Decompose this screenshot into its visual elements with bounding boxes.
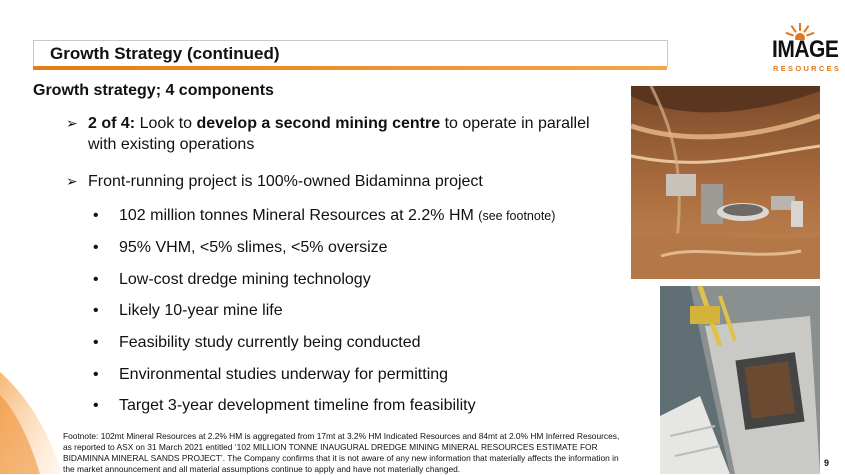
bullet-dot-icon: • (93, 207, 99, 224)
bullet-l1-bold: develop a second mining centre (196, 115, 441, 132)
title-underline (33, 66, 667, 70)
title-bar (33, 40, 668, 67)
bullet-l1-text: Front-running project is 100%-owned Bidaminna project (88, 173, 483, 190)
bullet-l1-text (88, 113, 608, 155)
bullet-l2-text: Target 3-year development timeline from feasibility (119, 397, 476, 414)
bullet-l1-part: to operate in parallel with existing operations (88, 115, 590, 153)
bullet-l2-text: Feasibility study currently being conducted (119, 334, 421, 351)
bullet-dot-icon: • (93, 397, 99, 414)
bullet-l2-text: Low-cost dredge mining technology (119, 271, 371, 288)
section-heading: Growth strategy; 4 components (33, 82, 274, 99)
bullet-l2-note: (see footnote) (478, 209, 556, 223)
logo-word: IMAGE (772, 36, 839, 63)
bullet-l2-main: 102 million tonnes Mineral Resources at 2.2% HM (119, 207, 479, 224)
page-number: 9 (824, 458, 830, 468)
bullet-l2-text: 95% VHM, <5% slimes, <5% oversize (119, 239, 388, 256)
bullet-dot-icon: • (93, 366, 99, 383)
bullet-l2-text: Likely 10-year mine life (119, 302, 283, 319)
bullet-dot-icon: • (93, 334, 99, 351)
mine-site-photo (631, 86, 820, 279)
bullet-l1-part: Look to (135, 115, 197, 132)
footnote: Footnote: 102mt Mineral Resources at 2.2% HM is aggregated from 17mt at 3.2% HM Indicated Resources and 84mt at 2.0% HM Inferred Resources, as reported to ASX on 31 March 2021 entitled ‘102 MILLION TONNE INAUGURAL DREDGE MINING MINERAL RESOURCES ESTIMATE FOR BIDAMINNA MINERAL SANDS PROJECT’. The Company confirms that it is not aware of any new information that materially affects the information in the market announcement and all material assumptions continue to apply and have not materially changed. (63, 431, 620, 474)
bullet-dot-icon: • (93, 239, 99, 256)
bullet-l2-text: Environmental studies underway for permitting (119, 366, 449, 383)
bullet-l2-text (119, 207, 555, 225)
arrow-bullet-icon: ➢ (66, 115, 78, 131)
ship-loading-photo (660, 286, 820, 474)
company-logo (765, 22, 841, 78)
bullet-dot-icon: • (93, 271, 99, 288)
bullet-dot-icon: • (93, 302, 99, 319)
logo-sub: RESOURCES (773, 64, 842, 73)
arrow-bullet-icon: ➢ (66, 173, 78, 189)
bullet-l1-bold-lead: 2 of 4: (88, 115, 136, 132)
slide-title: Growth Strategy (continued) (50, 44, 280, 63)
